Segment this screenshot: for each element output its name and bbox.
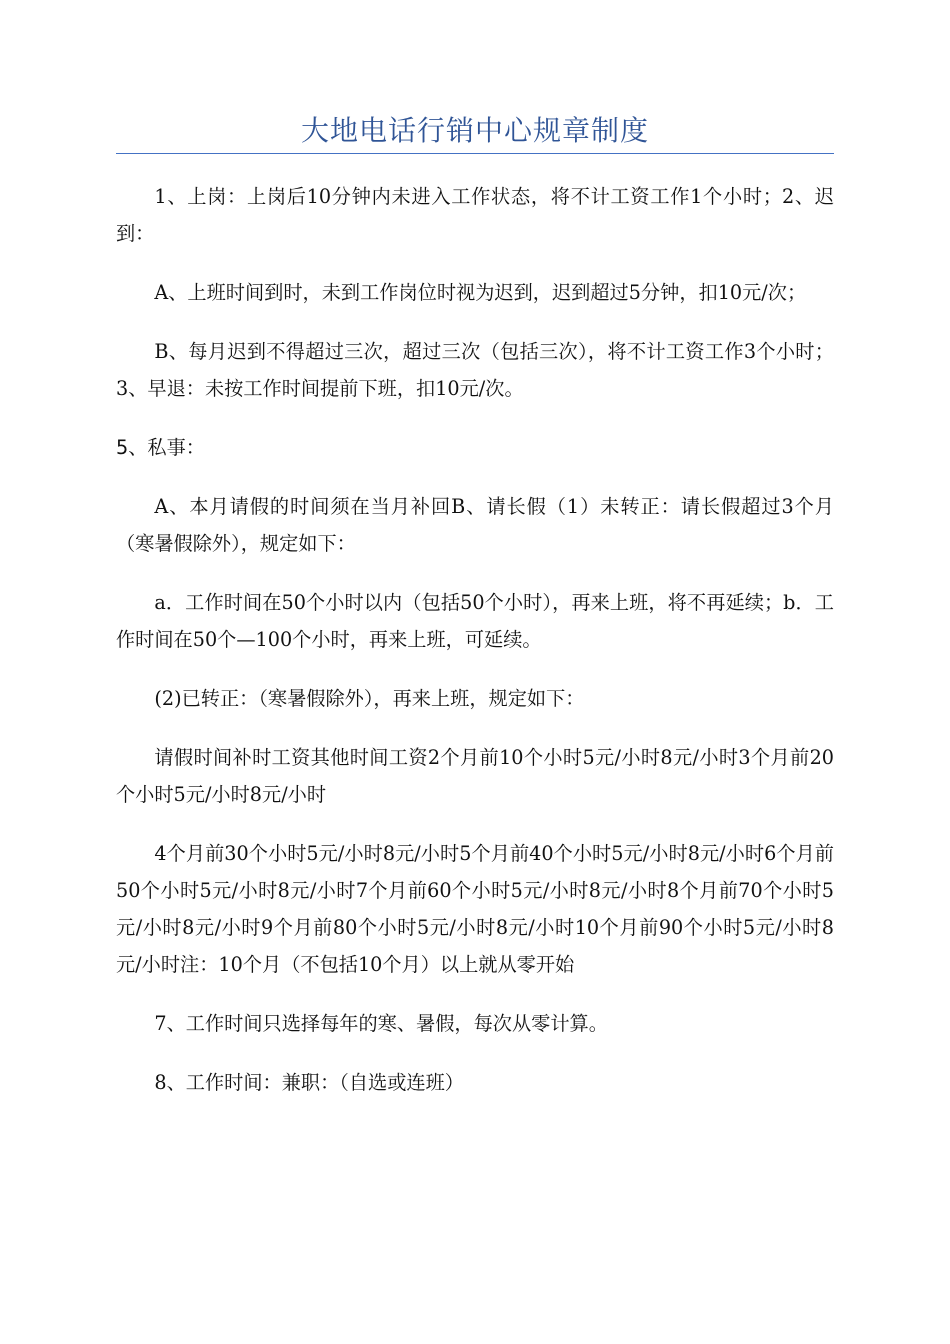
- title-underline: [116, 153, 834, 154]
- paragraph-late-rule-a: A、上班时间到时，未到工作岗位时视为迟到，迟到超过5分钟，扣10元/次；: [154, 281, 807, 304]
- paragraph-leave-pay-table-2: 4个月前30个小时5元/小时8元/小时5个月前40个小时5元/小时8元/小时6个月前50个小时5元/小时8元/小时7个月前60个小时5元/小时8元/小时8个月前70个小时5元/小时8元/小时9个月前80个小时5元/小时8元/小时10个月前90个小时5元/小时8元/小时注：10个月（不包括10个月）以上就从零开始: [116, 842, 834, 976]
- paragraph-work-season: 7、工作时间只选择每年的寒、暑假，每次从零计算。: [154, 1012, 608, 1035]
- paragraph-leave-rule-a: A、本月请假的时间须在当月补回B、请长假（1）未转正：请长假超过3个月（寒暑假除外），规定如下：: [116, 495, 834, 555]
- paragraph-confirmed-staff: (2)已转正：（寒暑假除外），再来上班，规定如下：: [154, 687, 585, 710]
- document-title: 大地电话行销中心规章制度: [300, 114, 649, 147]
- paragraph-leave-pay-table-1: 请假时间补时工资其他时间工资2个月前10个小时5元/小时8元/小时3个月前20个小时5元/小时8元/小时: [116, 746, 834, 806]
- paragraph-work-time: 8、工作时间：兼职：（自选或连班）: [154, 1071, 464, 1094]
- paragraph-late-rule-b: B、每月迟到不得超过三次，超过三次（包括三次），将不计工资工作3个小时；3、早退：未按工作时间提前下班，扣10元/次。: [116, 340, 834, 400]
- paragraph-onboarding-late: 1、上岗：上岗后10分钟内未进入工作状态，将不计工资工作1个小时；2、迟到：: [116, 185, 834, 245]
- document-page: [116, 0, 834, 1344]
- paragraph-leave-hours: a．工作时间在50个小时以内（包括50个小时），再来上班，将不再延续；b．工作时间在50个—100个小时，再来上班，可延续。: [116, 591, 834, 651]
- paragraph-personal-matters-heading: 5、私事：: [116, 436, 205, 459]
